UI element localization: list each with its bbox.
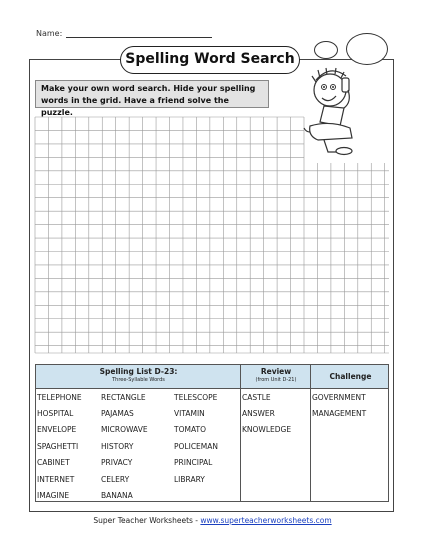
word-list-table	[35, 364, 389, 504]
footer-text: Super Teacher Worksheets -	[93, 516, 201, 525]
worksheet-title: Spelling Word Search	[120, 46, 300, 74]
table-row: INTERNET CELERY LIBRARY	[37, 474, 205, 484]
table-row: SPAGHETTI HISTORY POLICEMAN	[37, 441, 219, 451]
table-row: ENVELOPE MICROWAVE TOMATO KNOWLEDGE	[37, 425, 292, 435]
table-row: TELEPHONE RECTANGLE TELESCOPE CASTLE GOVERNMENT	[37, 392, 366, 402]
review-header: Review (from Unit D-21)	[240, 364, 310, 389]
speech-bubble-small-icon	[314, 41, 338, 59]
challenge-header: Challenge	[310, 364, 389, 389]
speech-bubble-large-icon	[346, 33, 388, 65]
table-row: CABINET PRIVACY PRINCIPAL	[37, 458, 213, 468]
footer-link[interactable]: www.superteacherworksheets.com	[200, 516, 332, 525]
table-row: IMAGINE BANANA	[37, 491, 133, 501]
review-column-divider	[240, 364, 241, 502]
instructions-box: Make your own word search. Hide your spelling words in the grid. Have a friend solve the puzzle.	[35, 80, 269, 108]
name-label: Name:	[36, 29, 63, 38]
footer	[0, 516, 425, 525]
boy-on-phone-icon	[300, 62, 380, 158]
spelling-list-header: Spelling List D-23: Three-Syllable Words	[35, 364, 240, 389]
table-row: HOSPITAL PAJAMAS VITAMIN ANSWER MANAGEMENT	[37, 409, 367, 419]
challenge-column-divider	[310, 364, 311, 502]
